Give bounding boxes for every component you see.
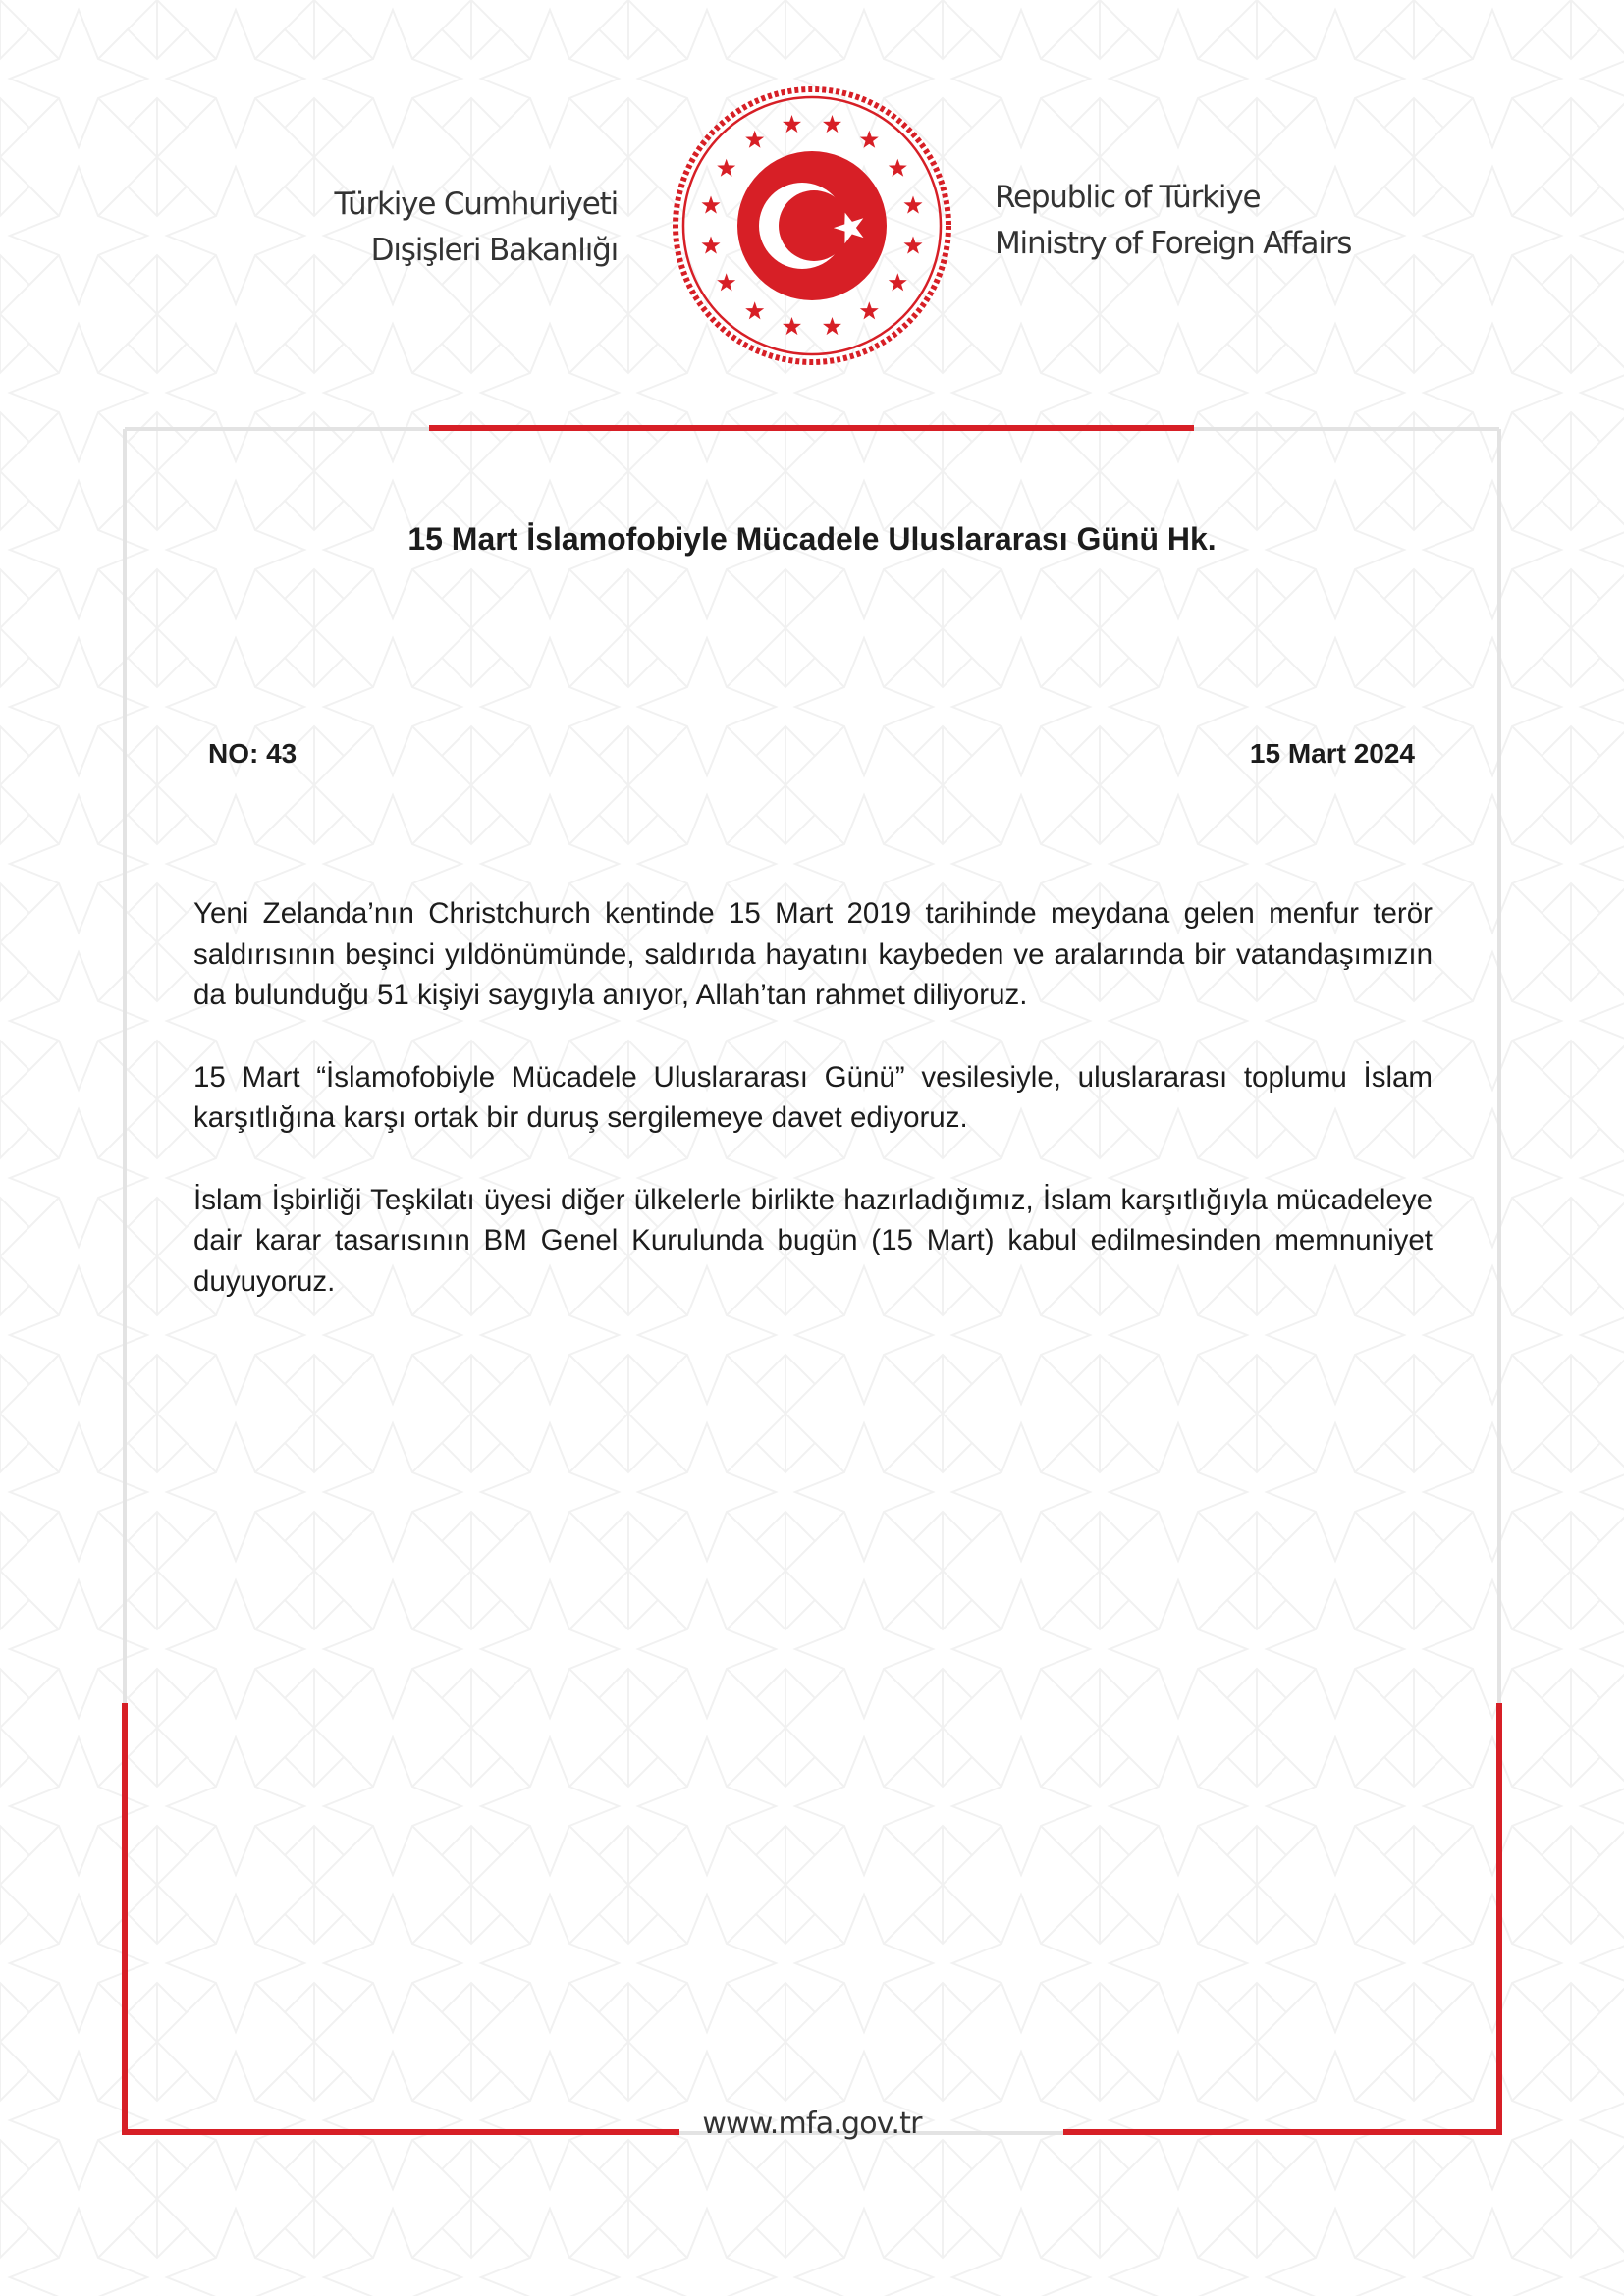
body-paragraph: 15 Mart “İslamofobiyle Mücadele Uluslararası Günü” vesilesiyle, uluslararası toplumu İslam karşıtlığına karşı ortak bir duruş sergilemeye davet ediyoruz.	[193, 1060, 1433, 1134]
ministry-name-english	[995, 175, 1351, 267]
seal-star-icon	[717, 273, 735, 291]
document-title: 15 Mart İslamofobiyle Mücadele Uluslararası Günü Hk.	[407, 521, 1217, 557]
ministry-name-turkish	[335, 182, 618, 274]
seal-star-icon	[904, 237, 923, 254]
seal-star-icon	[702, 196, 721, 214]
letterhead	[0, 0, 1624, 393]
crescent-and-star-seal-icon	[670, 83, 954, 368]
seal-star-icon	[904, 196, 923, 214]
body-paragraph: İslam İşbirliği Teşkilatı üyesi diğer ülkelerle birlikte hazırladığımız, İslam karşıtlığıyla mücadeleye dair karar tasarısının BM Genel Kurulunda bugün (15 Mart) kabul edilmesinden memnuniyet duyuyoruz.	[193, 1183, 1433, 1298]
document-number: NO: 43	[208, 738, 298, 769]
seal-star-icon	[889, 159, 907, 177]
seal-star-icon	[860, 301, 879, 319]
body-paragraph: Yeni Zelanda’nın Christchurch kentinde 15 Mart 2019 tarihinde meydana gelen menfur terör saldırısının beşinci yıldönümünde, saldırıda hayatını kaybeden ve aralarında bir vatandaşımızın da bulunduğu 51 kişiyi saygıyla anıyor, Allah’tan rahmet diliyoruz.	[193, 897, 1433, 1011]
ministry-turkish-line2: Dışişleri Bakanlığı	[370, 233, 618, 268]
seal-star-icon	[745, 131, 764, 148]
document-body	[193, 893, 1433, 1343]
ministry-turkish-line1: Türkiye Cumhuriyeti	[334, 187, 618, 222]
seal-star-icon	[889, 273, 907, 291]
ministry-english-line1: Republic of Türkiye	[995, 180, 1261, 215]
seal-star-icon	[783, 317, 801, 335]
seal-star-icon	[745, 301, 764, 319]
ministry-english-line2: Ministry of Foreign Affairs	[995, 226, 1352, 261]
seal-star-icon	[717, 159, 735, 177]
seal-star-icon	[860, 131, 879, 148]
footer-website: www.mfa.gov.tr	[702, 2107, 922, 2141]
document-date: 15 Mart 2024	[1249, 738, 1415, 769]
seal-star-icon	[783, 115, 801, 133]
seal-star-icon	[823, 317, 841, 335]
seal-star-icon	[702, 237, 721, 254]
seal-star-icon	[823, 115, 841, 133]
